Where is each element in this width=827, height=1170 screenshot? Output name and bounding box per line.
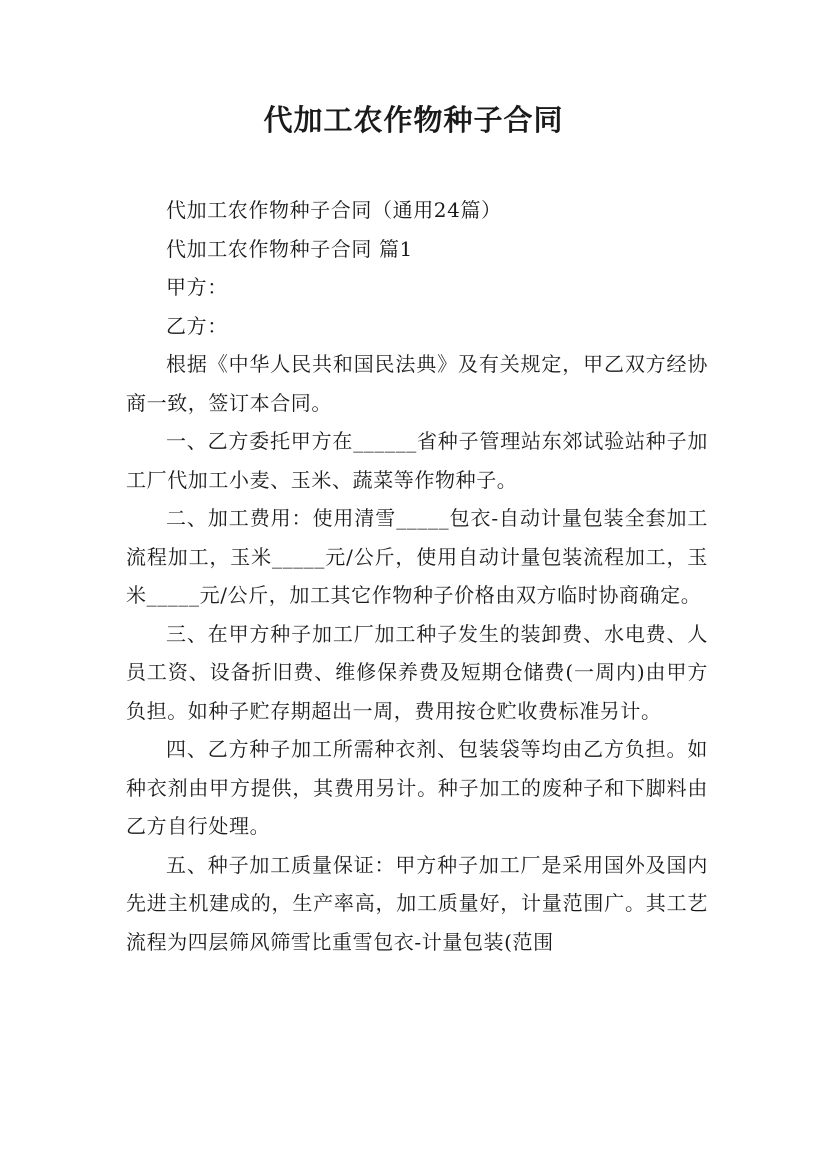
clause-5: 五、种子加工质量保证：甲方种子加工厂是采用国外及国内先进主机建成的，生产率高，加工质量好，计量范围广。其工艺流程为四层筛风筛雪比重雪包衣-计量包装(范围 — [126, 852, 708, 954]
document-body — [126, 191, 708, 961]
heading-part-1: 代加工农作物种子合同 篇1 — [166, 236, 413, 261]
preamble-paragraph: 根据《中华人民共和国民法典》及有关规定，甲乙双方经协商一致，签订本合同。 — [126, 352, 708, 415]
clause-4: 四、乙方种子加工所需种衣剂、包装袋等均由乙方负担。如种衣剂由甲方提供，其费用另计。种子加工的废种子和下脚料由乙方自行处理。 — [126, 737, 708, 838]
party-a-label: 甲方： — [166, 275, 228, 299]
heading-collection: 代加工农作物种子合同（通用24篇） — [166, 198, 502, 222]
party-b-label: 乙方： — [166, 313, 228, 338]
clause-2: 二、加工费用：使用清雪_____包衣-自动计量包装全套加工流程加工，玉米_____元/公斤，使用自动计量包装流程加工，玉米_____元/公斤，加工其它作物种子价格由双方临时协商确定。 — [126, 506, 708, 607]
document-title: 代加工农作物种子合同 — [263, 103, 564, 137]
clause-1: 一、乙方委托甲方在______省种子管理站东郊试验站种子加工厂代加工小麦、玉米、蔬菜等作物种子。 — [126, 429, 708, 492]
clause-3: 三、在甲方种子加工厂加工种子发生的装卸费、水电费、人员工资、设备折旧费、维修保养费及短期仓储费(一周内)由甲方负担。如种子贮存期超出一周，费用按仓贮收费标准另计。 — [126, 621, 708, 723]
